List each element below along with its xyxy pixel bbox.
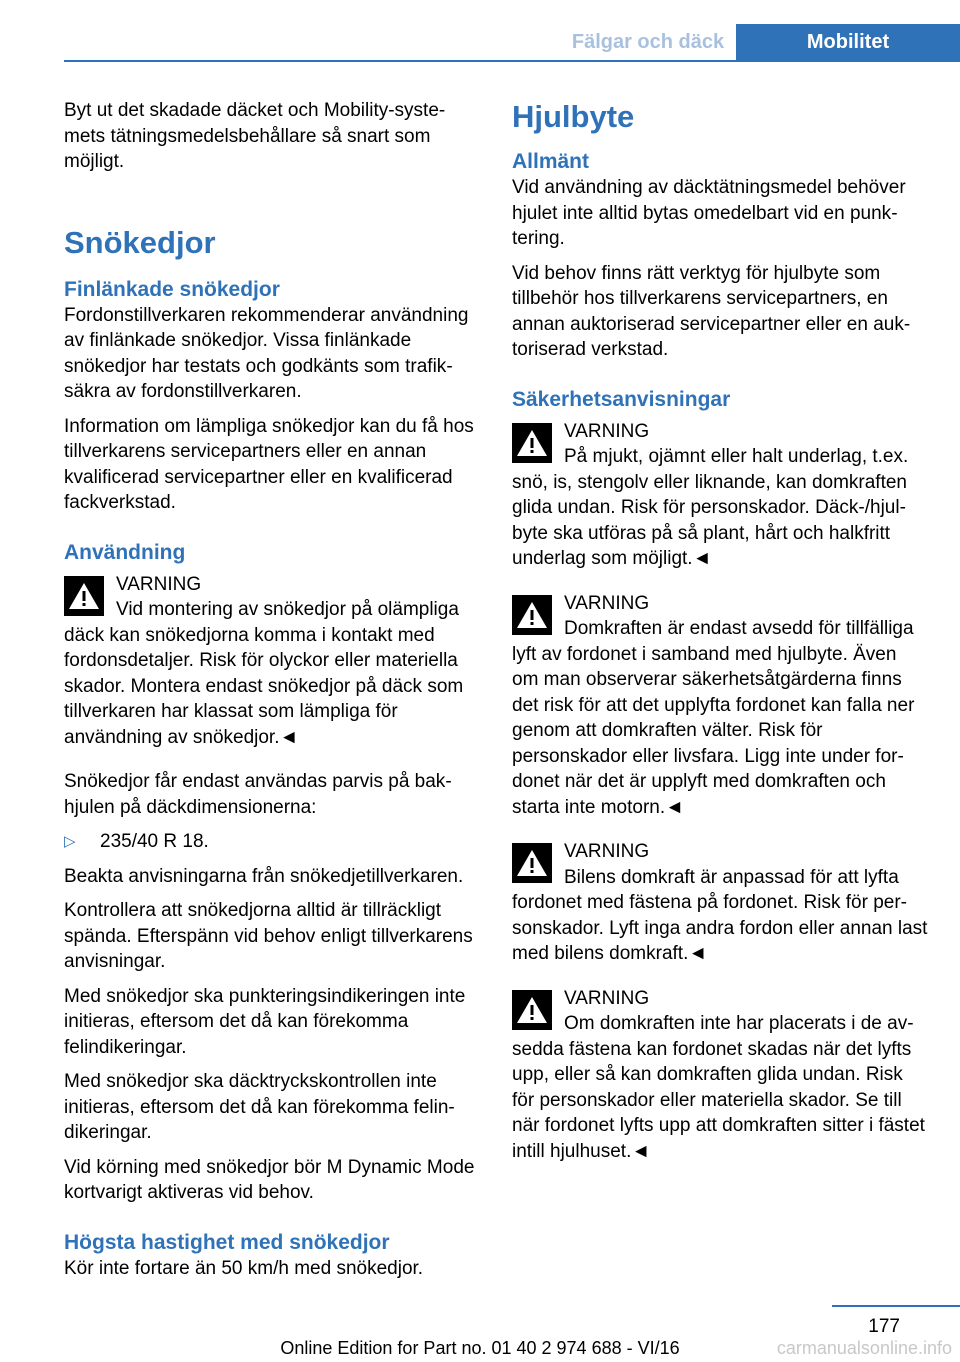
warning-block — [512, 591, 928, 821]
warning-title: VARNING — [564, 987, 650, 1009]
hastighet-paragraph: Kör inte fortare än 50 km/h med snökedjor. — [64, 1257, 424, 1279]
right-column — [512, 98, 928, 1183]
anvandning-paragraph-1: Snökedjor får endast användas parvis på bakhjulen på däckdimensionerna: — [64, 771, 452, 818]
list-item-text: 235/40 R 18. — [100, 831, 209, 852]
warning-text: Bilens domkraft är anpassad för att lyfta fordonet med fästena på fordonet. Risk för personskador. Lyft inga andra fordon eller annan last med bilens domkraft.◄ — [512, 866, 928, 964]
warning-triangle-icon — [64, 576, 104, 616]
header-tabs — [560, 24, 960, 61]
tab-mobilitet[interactable]: Mobilitet — [736, 24, 960, 61]
warning-text: På mjukt, ojämnt eller halt underlag, t.ex. snö, is, stengolv eller liknande, kan domkraften glida undan. Risk för personskador. Däck-/hjulbyte ska utföras på så plant, hårt och halkfritt underlag som möjligt.◄ — [512, 446, 909, 569]
heading-sakerhetsanvisningar: Säkerhetsanvisningar — [512, 387, 731, 411]
warning-block — [512, 419, 928, 572]
heading-hastighet: Högsta hastighet med snökedjor — [64, 1230, 390, 1254]
anvandning-paragraph-4: Med snökedjor ska punkteringsindikeringen inte initieras, eftersom det då kan förekomma felindikeringar. — [64, 985, 466, 1058]
heading-finlankade: Finlänkade snökedjor — [64, 277, 280, 301]
warning-block — [64, 572, 480, 751]
heading-anvandning: Användning — [64, 540, 186, 564]
intro-paragraph: Byt ut det skadade däcket och Mobility-systemets tätningsmedelsbehållare så snart som möjligt. — [64, 100, 446, 172]
section-title-hjulbyte: Hjulbyte — [512, 99, 635, 134]
warning-triangle-icon — [512, 423, 552, 463]
warning-title: VARNING — [564, 592, 650, 614]
warning-title: VARNING — [564, 841, 650, 862]
section-title-snokedjor: Snökedjor — [64, 224, 216, 260]
watermark: carmanualsonline.info — [776, 1338, 952, 1358]
anvandning-paragraph-3: Kontrollera att snökedjorna alltid är tillräckligt spända. Efterspänn vid behov enligt tillverkarens anvisningar. — [64, 900, 473, 972]
allmant-paragraph-1: Vid användning av däcktätningsmedel behöver hjulet inte alltid bytas omedelbart vid en punktering. — [512, 177, 906, 249]
warning-block — [512, 839, 928, 967]
warning-text: Domkraften är endast avsedd för tillfälliga lyft av fordonet i samband med hjulbyte. Även om man observerar säkerhetsåtgärderna finns det risk för att det upplyfta fordonet kan falla ner genom att domkraften välter. Risk för personskador eller livsfara. Ligg inte under fordonet när det är upplyft med domkraften och starta inte motorn.◄ — [512, 618, 915, 818]
anvandning-paragraph-6: Vid körning med snökedjor bör M Dynamic Mode kortvarigt aktiveras vid behov. — [64, 1156, 475, 1203]
tab-falgar-och-dack[interactable]: Fälgar och däck — [560, 24, 736, 61]
allmant-paragraph-2: Vid behov finns rätt verktyg för hjulbyte som tillbehör hos tillverkarens servicepartners, en annan auktoriserad servicepartner eller en auktoriserad verkstad. — [512, 262, 911, 360]
warning-triangle-icon — [512, 990, 552, 1030]
finlankade-paragraph-2: Information om lämpliga snökedjor kan du få hos tillverkarens servicepartners eller en annan kvalificerad servicepartner eller en kvalificerad fackverkstad. — [64, 415, 474, 513]
warning-text: Vid montering av snökedjor på olämpliga däck kan snökedjorna komma i kontakt med fordonsdetaljer. Risk för olyckor eller materiella skador. Montera endast snökedjor på däck som tillverkaren har klassat som lämpliga för användning av snökedjor.◄ — [64, 599, 464, 748]
warning-triangle-icon — [512, 843, 552, 883]
warning-block — [512, 986, 928, 1165]
warning-text: Om domkraften inte har placerats i de avsedda fästena kan fordonet skadas när det lyfts upp, eller så kan domkraften glida undan. Risk för personskador eller materiella skador. Se till när fordonet lyfts upp att domkraften sitter i fästet intill hjulhuset.◄ — [512, 1013, 925, 1162]
triangle-right-icon: ▷ — [64, 833, 76, 850]
anvandning-paragraph-5: Med snökedjor ska däcktryckskontrollen inte initieras, eftersom det då kan förekomma felindikeringar. — [64, 1071, 455, 1143]
heading-allmant: Allmänt — [512, 150, 590, 173]
list-item — [64, 829, 480, 855]
warning-title: VARNING — [564, 420, 650, 442]
header-rule — [64, 60, 960, 62]
anvandning-paragraph-2: Beakta anvisningarna från snökedjetillverkaren. — [64, 865, 464, 887]
edition-footer: Online Edition for Part no. 01 40 2 974 688 - VI/16 — [280, 1338, 680, 1358]
footer-rule — [832, 1305, 960, 1307]
finlankade-paragraph-1: Fordonstillverkaren rekommenderar användning av finlänkade snökedjor. Vissa finlänkade snökedjor har testats och godkänts som trafiksäkra av fordonstillverkaren. — [64, 304, 469, 402]
warning-triangle-icon — [512, 595, 552, 635]
warning-title: VARNING — [116, 573, 202, 595]
page-number: 177 — [868, 1316, 900, 1337]
left-column — [64, 98, 480, 1290]
